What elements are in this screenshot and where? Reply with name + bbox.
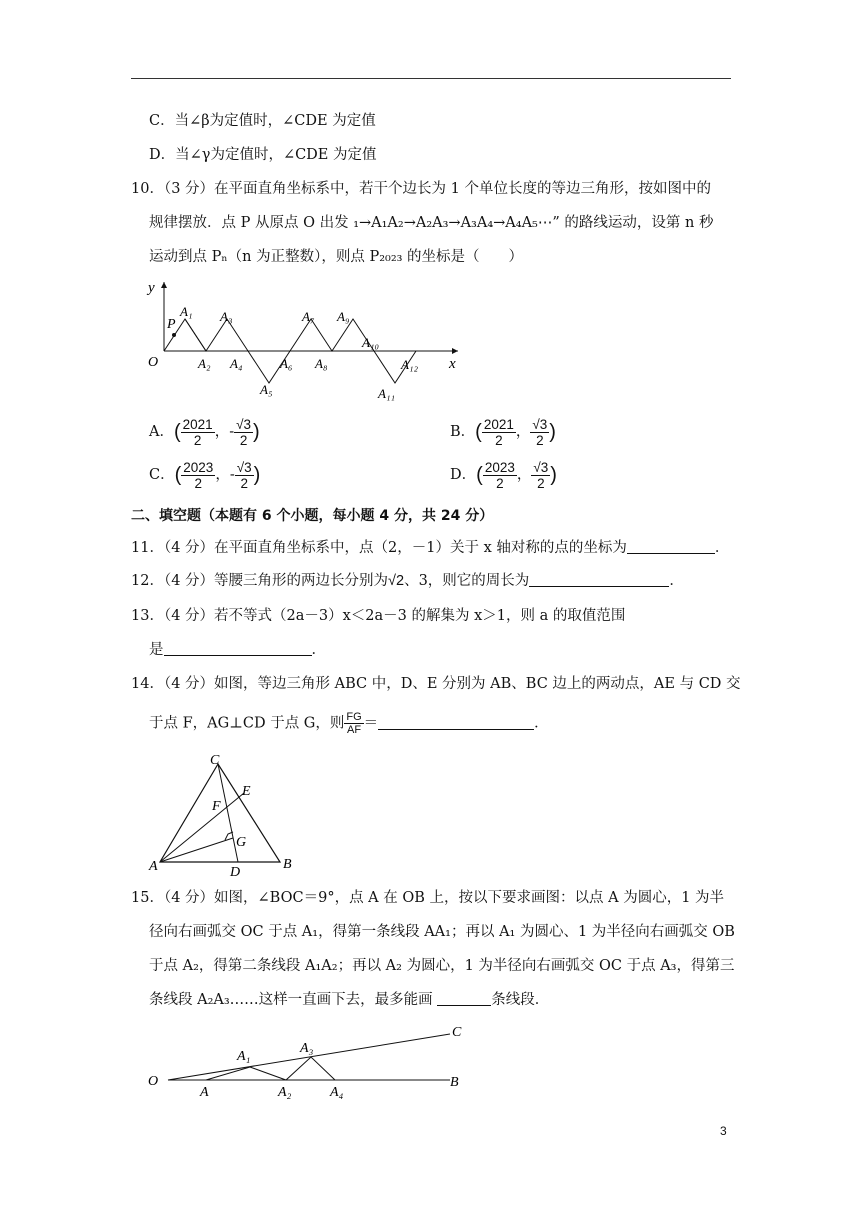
q10-option-a[interactable]: A．( $\frac{2021}{2}$ ，- $\frac{√3}{2}$ ) (149, 416, 260, 448)
label-a5: A₅ (260, 382, 273, 397)
q15-text-line2: 径向右画弧交 OC 于点 A₁，得第一条线段 AA₁；再以 A₁ 为圆心、1 为半径向右画弧交 OB (149, 924, 735, 940)
q10-figure (140, 276, 480, 406)
q9-option-d: D．当∠γ为定值时，∠CDE 为定值 (149, 147, 377, 163)
tri-label-f: F (212, 799, 221, 814)
tri-label-e: E (242, 784, 251, 799)
q11-text: 11．（4 分）在平面直角坐标系中，点（2，－1）关于 x 轴对称的点的坐标为 ． (131, 540, 730, 556)
q15-figure (140, 1020, 480, 1100)
label-a11: A₁₁ (378, 386, 395, 401)
label-a9: A₉ (337, 309, 350, 324)
y-axis-label: y (148, 280, 155, 296)
point-p-label: P (167, 317, 176, 332)
label-a12: A₁₂ (401, 357, 418, 372)
label-a10: A₁₀ (362, 335, 379, 350)
q13-answer-blank[interactable] (164, 641, 312, 656)
q14-answer-blank[interactable] (378, 715, 534, 730)
q14-figure (144, 748, 304, 876)
label-a2: A₂ (198, 356, 211, 371)
q15-text-line3: 于点 A₂，得第二条线段 A₁A₂；再以 A₂ 为圆心，1 为半径向右画弧交 OC 于点 A₃，得第三 (149, 958, 735, 974)
ray-label-a: A (200, 1085, 209, 1100)
ray-label-o: O (148, 1074, 159, 1089)
label-a1: A₁ (180, 304, 193, 319)
q14-text-line1: 14．（4 分）如图，等边三角形 ABC 中，D、E 分别为 AB、BC 边上的两动点，AE 与 CD 交 (131, 676, 741, 692)
q9-option-c: C．当∠β为定值时，∠CDE 为定值 (149, 113, 376, 129)
tri-label-b: B (283, 857, 292, 872)
label-a7: A₇ (302, 309, 315, 324)
q15-text-line1: 15．（4 分）如图，∠BOC＝9°，点 A 在 OB 上，按以下要求画图：以点 A 为圆心，1 为半 (131, 890, 725, 906)
tri-label-c: C (210, 753, 220, 768)
section-2-heading: 二、填空题（本题有 6 个小题，每小题 4 分，共 24 分） (131, 508, 494, 524)
q10-option-b[interactable]: B．( $\frac{2021}{2}$ ， $\frac{√3}{2}$ ) (450, 416, 556, 448)
x-axis-label: x (449, 356, 456, 372)
q10-text-line1: 10．（3 分）在平面直角坐标系中，若干个边长为 1 个单位长度的等边三角形，按如图中的 (131, 181, 711, 197)
q10-option-c[interactable]: C．( $\frac{2023}{2}$ ，- $\frac{√3}{2}$ ) (149, 459, 261, 491)
origin-label: O (148, 355, 159, 370)
q10-text-line2: 规律摆放．点 P 从原点 O 出发 ₁→A₁A₂→A₂A₃→A₃A₄→A₄A₅⋯” 的路线运动，设第 n 秒 (149, 215, 714, 231)
tri-label-a: A (149, 859, 158, 874)
q11-answer-blank[interactable] (627, 539, 715, 554)
q15-text-line4: 条线段 A₂A₃……这样一直画下去，最多能画 条线段． (149, 992, 550, 1008)
q12-answer-blank[interactable] (529, 572, 669, 587)
ray-label-a2: A₂ (278, 1085, 292, 1100)
label-a8: A₈ (315, 356, 328, 371)
ray-label-a4: A₄ (330, 1085, 344, 1100)
label-a4: A₄ (230, 356, 243, 371)
label-a6: A₆ (280, 356, 293, 371)
header-rule (131, 78, 731, 79)
tri-label-d: D (230, 865, 241, 876)
q14-text-line2: 于点 F，AG⊥CD 于点 G，则 $\frac{FG}{AF}$ ＝ ． (149, 711, 549, 736)
ray-label-a1: A₁ (237, 1049, 251, 1064)
page-number: 3 (720, 1124, 727, 1138)
q15-answer-blank[interactable] (437, 991, 491, 1006)
ray-label-b: B (450, 1075, 459, 1090)
ray-label-a3: A₃ (300, 1041, 314, 1056)
q12-text: 12．（4 分）等腰三角形的两边长分别为√2、3，则它的周长为 ． (131, 573, 684, 589)
tri-label-g: G (236, 835, 247, 850)
q13-text-line1: 13．（4 分）若不等式（2a－3）x＜2a－3 的解集为 x＞1，则 a 的取值范围 (131, 608, 626, 624)
ray-label-c: C (452, 1025, 462, 1040)
label-a3: A₃ (220, 309, 233, 324)
q10-text-line3: 运动到点 Pₙ（n 为正整数），则点 P₂₀₂₃ 的坐标是（ ） (149, 249, 524, 265)
q10-option-d[interactable]: D．( $\frac{2023}{2}$ ， $\frac{√3}{2}$ ) (450, 459, 557, 491)
q13-text-line2: 是 ． (149, 642, 326, 658)
